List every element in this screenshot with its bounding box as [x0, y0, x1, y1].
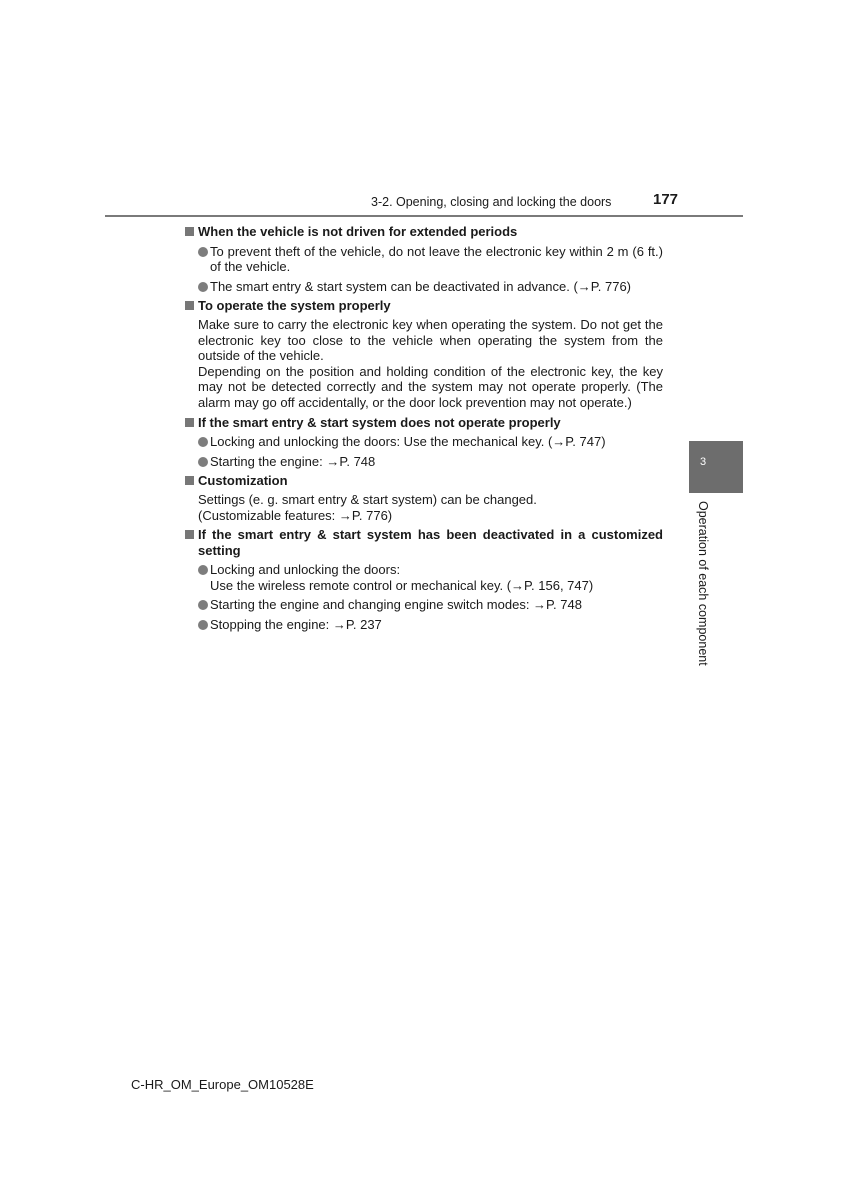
main-content — [185, 224, 663, 633]
list-item-text: Starting the engine and changing engine switch modes: →P. 748 — [210, 597, 582, 613]
square-bullet-icon — [185, 227, 194, 236]
page-number: 177 — [653, 191, 679, 208]
square-bullet-icon — [185, 301, 194, 310]
circle-bullet-icon — [198, 600, 208, 610]
list-item-text: Starting the engine: →P. 748 — [210, 453, 376, 469]
chapter-label: Operation of each component — [696, 501, 710, 666]
circle-bullet-icon — [198, 565, 208, 575]
list-item — [198, 244, 663, 275]
square-bullet-icon — [185, 418, 194, 427]
circle-bullet-icon — [198, 457, 208, 467]
list-item-text: Locking and unlocking the doors: Use the mechanical key. (→P. 747) — [210, 434, 606, 450]
section-heading — [185, 298, 663, 314]
section-heading-text: To operate the system properly — [198, 298, 391, 314]
header-section-title: 3-2. Opening, closing and locking the doors — [371, 195, 612, 209]
list-item — [198, 562, 663, 593]
list-item — [198, 434, 663, 450]
square-bullet-icon — [185, 476, 194, 485]
section-heading — [185, 415, 663, 431]
chapter-tab — [689, 441, 743, 493]
body-paragraph: (Customizable features: →P. 776) — [198, 507, 393, 523]
circle-bullet-icon — [198, 620, 208, 630]
list-item — [198, 454, 663, 470]
section-deactivated-setting — [185, 527, 663, 633]
section-not-operate-properly — [185, 415, 663, 470]
body-paragraph: Make sure to carry the electronic key when operating the system. Do not get the electronic key too close to the vehicle when operating the system from the outside of the vehicle. — [198, 316, 663, 364]
list-item-line: Locking and unlocking the doors: — [210, 562, 401, 578]
section-extended-periods — [185, 224, 663, 294]
list-item-continuation: Use the wireless remote control or mechanical key. (→P. 156, 747) — [210, 577, 594, 593]
body-paragraph: Settings (e. g. smart entry & start system) can be changed. — [198, 491, 537, 507]
list-item — [198, 597, 663, 613]
chapter-number: 3 — [699, 456, 707, 468]
circle-bullet-icon — [198, 247, 208, 257]
list-item — [198, 617, 663, 633]
section-heading-text: If the smart entry & start system has been deactivated in a customized setting — [198, 527, 663, 558]
section-heading-text: Customization — [198, 473, 288, 489]
circle-bullet-icon — [198, 437, 208, 447]
circle-bullet-icon — [198, 282, 208, 292]
list-item-text: The smart entry & start system can be deactivated in advance. (→P. 776) — [210, 278, 632, 294]
list-item — [198, 279, 663, 295]
section-heading — [185, 527, 663, 558]
section-operate-properly — [185, 298, 663, 410]
section-customization — [185, 473, 663, 523]
list-item-text — [210, 562, 663, 593]
list-item-text: Stopping the engine: →P. 237 — [210, 617, 382, 633]
body-paragraph: Depending on the position and holding condition of the electronic key, the key may not be detected correctly and the system may not operate properly. (The alarm may go off accidentally, or the door lock prevention may not operate.) — [198, 363, 663, 410]
section-heading-text: When the vehicle is not driven for extended periods — [198, 224, 518, 239]
section-heading — [185, 473, 663, 489]
section-heading — [185, 224, 663, 240]
square-bullet-icon — [185, 530, 194, 539]
list-item-text: To prevent theft of the vehicle, do not leave the electronic key within 2 m (6 ft.) of the vehicle. — [210, 243, 663, 275]
section-heading-text: If the smart entry & start system does not operate properly — [198, 414, 561, 430]
footer-document-code: C-HR_OM_Europe_OM10528E — [131, 1077, 314, 1092]
header-divider — [105, 215, 743, 217]
